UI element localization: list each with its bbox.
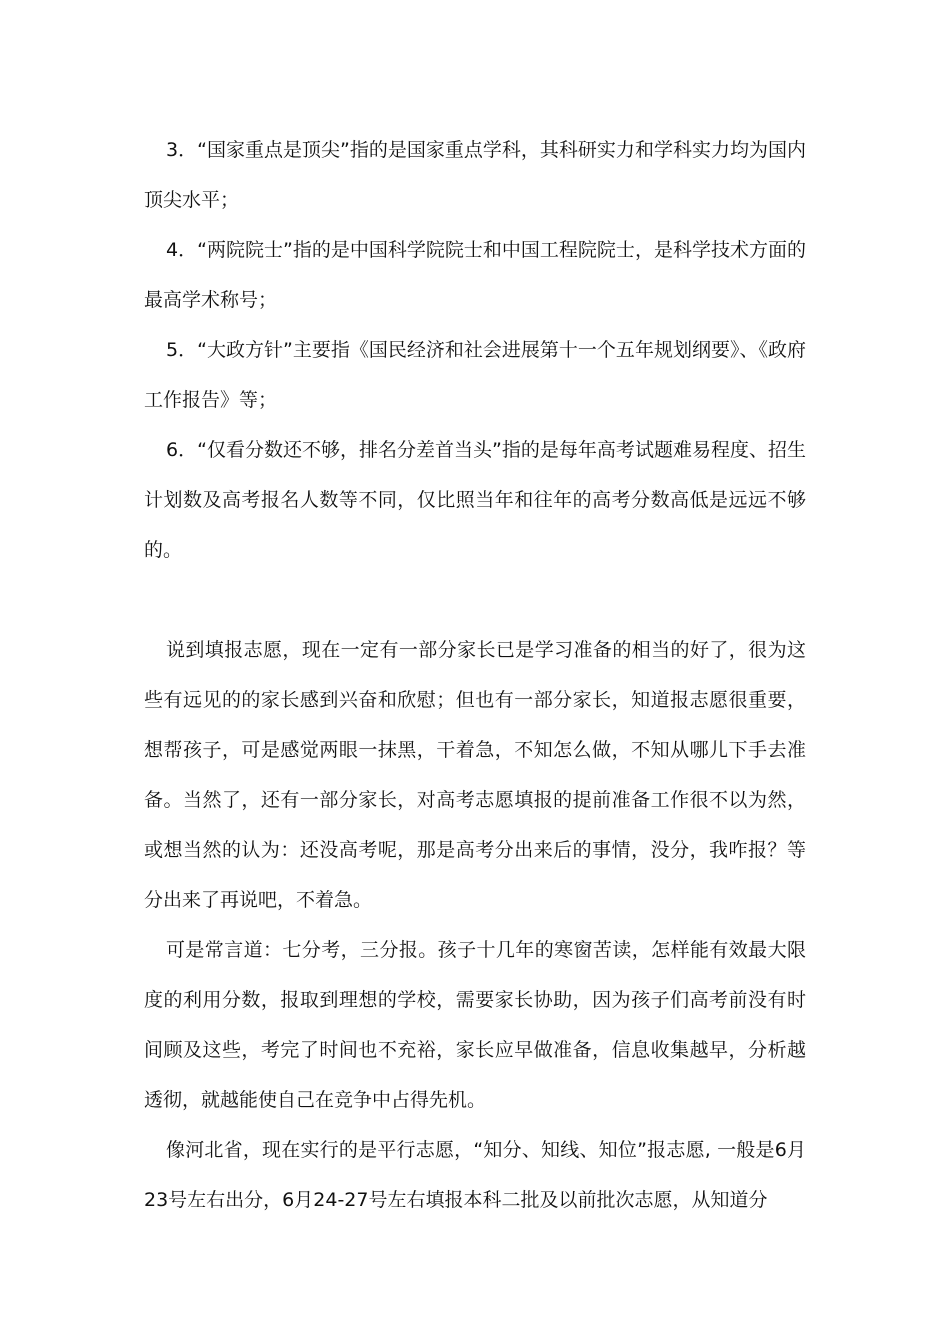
list-item-4: 4．“两院院士”指的是中国科学院院士和中国工程院院士，是科学技术方面的最高学术称号； <box>144 239 806 311</box>
paragraph-saying: 可是常言道：七分考，三分报。孩子十几年的寒窗苦读，怎样能有效最大限度的利用分数，报取到理想的学校，需要家长协助，因为孩子们高考前没有时间顾及这些，考完了时间也不充裕，家长应早做准备，信息收集越早，分析越透彻，就越能使自己在竞争中占得先机。 <box>144 939 806 1111</box>
paragraph-intro: 说到填报志愿，现在一定有一部分家长已是学习准备的相当的好了，很为这些有远见的的家长感到兴奋和欣慰；但也有一部分家长，知道报志愿很重要，想帮孩子，可是感觉两眼一抹黑，干着急，不知怎么做，不知从哪儿下手去准备。当然了，还有一部分家长，对高考志愿填报的提前准备工作很不以为然，或想当然的认为：还没高考呢，那是高考分出来后的事情，没分，我咋报？等分出来了再说吧，不着急。 <box>144 639 806 911</box>
list-item-5: 5．“大政方针”主要指《国民经济和社会进展第十一个五年规划纲要》、《政府工作报告》等； <box>144 339 806 411</box>
document-page <box>144 125 806 1225</box>
list-item-3: 3．“国家重点是顶尖”指的是国家重点学科，其科研实力和学科实力均为国内顶尖水平； <box>144 139 806 211</box>
paragraph-hebei: 像河北省，现在实行的是平行志愿，“知分、知线、知位”报志愿, 一般是6月23号左右出分，6月24-27号左右填报本科二批及以前批次志愿，从知道分 <box>144 1139 806 1211</box>
list-item-6: 6．“仅看分数还不够，排名分差首当头”指的是每年高考试题难易程度、招生计划数及高考报名人数等不同，仅比照当年和往年的高考分数高低是远远不够的。 <box>144 439 806 561</box>
section-spacer <box>144 575 806 625</box>
